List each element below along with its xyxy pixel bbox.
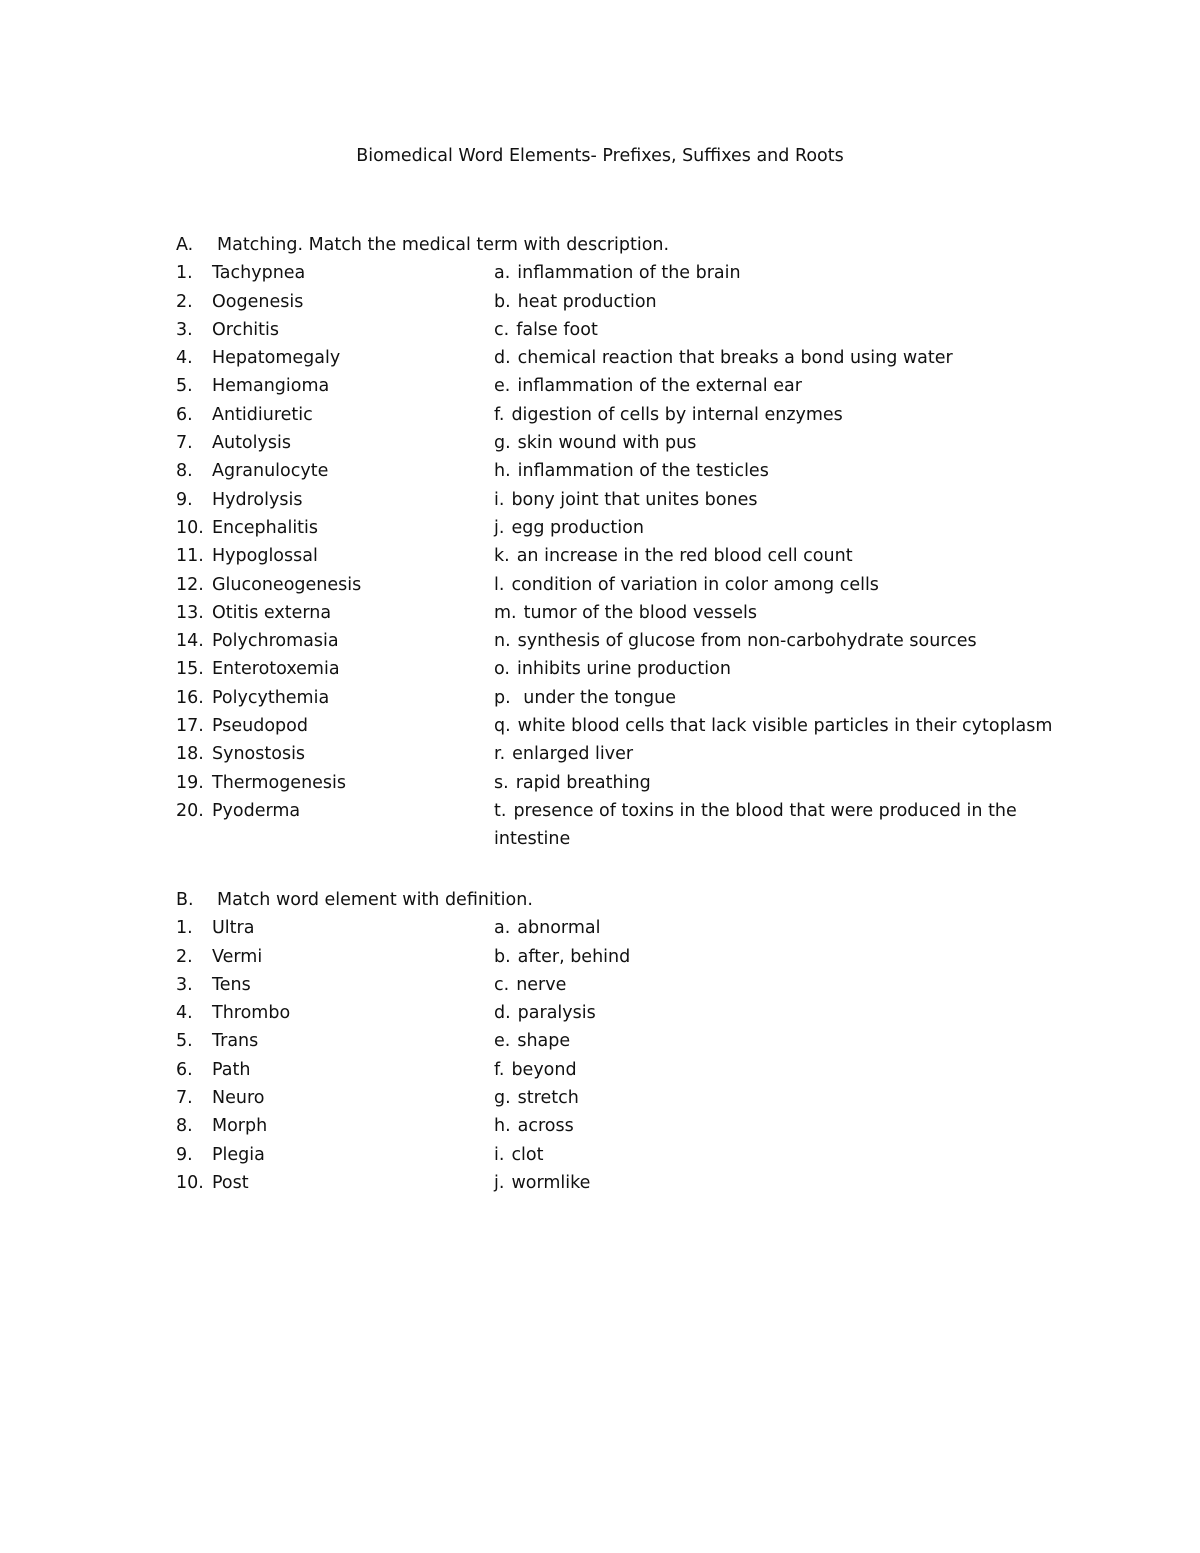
- matching-row: [176, 971, 1076, 999]
- definition-letter: i.: [494, 1144, 505, 1165]
- term-number: 16.: [176, 687, 204, 708]
- definition-item: [494, 599, 1054, 627]
- definition-item: [494, 797, 1054, 854]
- section-a-rows: [176, 259, 1076, 853]
- term-number: 5.: [176, 1031, 193, 1052]
- term-text: Gluconeogenesis: [212, 574, 362, 595]
- definition-text: abnormal: [517, 918, 601, 939]
- term-number: 8.: [176, 461, 193, 482]
- term-number: 19.: [176, 772, 204, 793]
- definition-item: [494, 401, 1054, 429]
- definition-text: nerve: [516, 974, 567, 995]
- term-number: 7.: [176, 433, 193, 454]
- matching-row: [176, 1141, 1076, 1169]
- definition-letter: b.: [494, 946, 511, 967]
- definition-item: [494, 943, 1054, 971]
- term-text: Agranulocyte: [212, 461, 329, 482]
- definition-text: shape: [517, 1031, 571, 1052]
- section-a-matching: [176, 231, 1076, 854]
- definition-item: [494, 316, 1054, 344]
- definition-text: inflammation of the brain: [517, 263, 741, 284]
- definition-text: egg production: [511, 517, 644, 538]
- definition-item: [494, 571, 1054, 599]
- term-text: Trans: [212, 1031, 259, 1052]
- definition-item: [494, 1027, 1054, 1055]
- definition-item: [494, 429, 1054, 457]
- definition-text: an increase in the red blood cell count: [516, 546, 853, 567]
- term-number: 4.: [176, 1003, 193, 1024]
- matching-row: [176, 372, 1076, 400]
- definition-letter: a.: [494, 263, 511, 284]
- matching-row: [176, 740, 1076, 768]
- definition-letter: s.: [494, 772, 509, 793]
- definition-item: [494, 514, 1054, 542]
- definition-letter: g.: [494, 1088, 511, 1109]
- definition-text: synthesis of glucose from non-carbohydrate sources: [517, 631, 977, 652]
- matching-row: [176, 684, 1076, 712]
- page-title: Biomedical Word Elements- Prefixes, Suffixes and Roots: [356, 146, 844, 166]
- term-text: Post: [212, 1172, 249, 1193]
- definition-item: [494, 542, 1054, 570]
- term-number: 15.: [176, 659, 204, 680]
- term-text: Neuro: [212, 1088, 265, 1109]
- term-number: 10.: [176, 1172, 204, 1193]
- definition-letter: p.: [494, 687, 511, 708]
- section-b-matching: [176, 886, 1076, 1197]
- section-a-instruction: Matching. Match the medical term with description.: [217, 235, 670, 255]
- term-text: Plegia: [212, 1144, 265, 1165]
- definition-item: [494, 769, 1054, 797]
- definition-letter: f.: [494, 1059, 505, 1080]
- definition-letter: g.: [494, 433, 511, 454]
- definition-text: bony joint that unites bones: [511, 489, 758, 510]
- section-b-instruction: Match word element with definition.: [217, 890, 533, 910]
- matching-row: [176, 769, 1076, 797]
- section-a-heading: [176, 231, 1076, 259]
- term-number: 9.: [176, 489, 193, 510]
- definition-item: [494, 627, 1054, 655]
- definition-text: enlarged liver: [512, 744, 634, 765]
- definition-letter: h.: [494, 1116, 511, 1137]
- term-number: 5.: [176, 376, 193, 397]
- definition-item: [494, 288, 1054, 316]
- term-number: 9.: [176, 1144, 193, 1165]
- definition-text: chemical reaction that breaks a bond using water: [517, 348, 953, 369]
- definition-item: [494, 655, 1054, 683]
- term-text: Hydrolysis: [212, 489, 303, 510]
- matching-row: [176, 514, 1076, 542]
- definition-item: [494, 712, 1054, 740]
- term-number: 7.: [176, 1088, 193, 1109]
- definition-item: [494, 344, 1054, 372]
- definition-item: [494, 1141, 1054, 1169]
- section-b-rows: [176, 914, 1076, 1197]
- term-number: 4.: [176, 348, 193, 369]
- definition-text: digestion of cells by internal enzymes: [511, 404, 843, 425]
- definition-letter: j.: [494, 1172, 505, 1193]
- definition-letter: o.: [494, 659, 510, 680]
- matching-row: [176, 797, 1076, 854]
- matching-row: [176, 1027, 1076, 1055]
- matching-row: [176, 1056, 1076, 1084]
- definition-item: [494, 914, 1054, 942]
- term-number: 2.: [176, 946, 193, 967]
- definition-letter: d.: [494, 348, 511, 369]
- definition-letter: m.: [494, 602, 517, 623]
- term-text: Hepatomegaly: [212, 348, 341, 369]
- definition-text: clot: [511, 1144, 544, 1165]
- term-text: Polychromasia: [212, 631, 339, 652]
- matching-row: [176, 571, 1076, 599]
- definition-text: under the tongue: [517, 687, 676, 708]
- definition-text: condition of variation in color among cells: [511, 574, 879, 595]
- matching-row: [176, 1084, 1076, 1112]
- definition-item: [494, 259, 1054, 287]
- definition-letter: a.: [494, 918, 511, 939]
- definition-letter: e.: [494, 376, 511, 397]
- matching-row: [176, 1169, 1076, 1197]
- term-text: Tachypnea: [212, 263, 306, 284]
- term-text: Synostosis: [212, 744, 306, 765]
- definition-text: across: [517, 1116, 574, 1137]
- term-text: Autolysis: [212, 433, 291, 454]
- matching-row: [176, 627, 1076, 655]
- definition-letter: b.: [494, 291, 511, 312]
- term-number: 1.: [176, 263, 193, 284]
- definition-item: [494, 1169, 1054, 1197]
- term-number: 10.: [176, 517, 204, 538]
- definition-letter: h.: [494, 461, 511, 482]
- term-text: Oogenesis: [212, 291, 304, 312]
- definition-item: [494, 372, 1054, 400]
- term-number: 20.: [176, 800, 204, 821]
- definition-text: paralysis: [517, 1003, 596, 1024]
- definition-text: false foot: [516, 319, 598, 340]
- matching-row: [176, 999, 1076, 1027]
- definition-item: [494, 1056, 1054, 1084]
- section-b-letter: B.: [176, 890, 194, 910]
- definition-text: skin wound with pus: [517, 433, 697, 454]
- term-text: Pyoderma: [212, 800, 301, 821]
- matching-row: [176, 1112, 1076, 1140]
- definition-text: heat production: [517, 291, 657, 312]
- matching-row: [176, 401, 1076, 429]
- term-number: 1.: [176, 918, 193, 939]
- section-a-letter: A.: [176, 235, 194, 255]
- definition-text: wormlike: [511, 1172, 591, 1193]
- term-number: 11.: [176, 546, 204, 567]
- definition-text: white blood cells that lack visible particles in their cytoplasm: [517, 716, 1053, 737]
- term-number: 8.: [176, 1116, 193, 1137]
- term-number: 6.: [176, 1059, 193, 1080]
- definition-letter: d.: [494, 1003, 511, 1024]
- term-number: 3.: [176, 319, 193, 340]
- definition-item: [494, 999, 1054, 1027]
- definition-letter: l.: [494, 574, 505, 595]
- matching-row: [176, 486, 1076, 514]
- definition-letter: k.: [494, 546, 510, 567]
- matching-row: [176, 599, 1076, 627]
- definition-item: [494, 1084, 1054, 1112]
- definition-letter: f.: [494, 404, 505, 425]
- definition-text: rapid breathing: [515, 772, 651, 793]
- term-number: 14.: [176, 631, 204, 652]
- term-text: Hemangioma: [212, 376, 330, 397]
- term-text: Encephalitis: [212, 517, 319, 538]
- definition-text: tumor of the blood vessels: [523, 602, 757, 623]
- matching-row: [176, 655, 1076, 683]
- definition-text: inflammation of the testicles: [517, 461, 769, 482]
- definition-letter: r.: [494, 744, 506, 765]
- term-text: Vermi: [212, 946, 263, 967]
- matching-row: [176, 344, 1076, 372]
- matching-row: [176, 316, 1076, 344]
- definition-text: stretch: [517, 1088, 579, 1109]
- matching-row: [176, 429, 1076, 457]
- matching-row: [176, 712, 1076, 740]
- definition-item: [494, 740, 1054, 768]
- definition-text: presence of toxins in the blood that were produced in the intestine: [494, 800, 1017, 850]
- definition-letter: q.: [494, 716, 511, 737]
- term-text: Orchitis: [212, 319, 280, 340]
- definition-text: inhibits urine production: [516, 659, 731, 680]
- definition-letter: j.: [494, 517, 505, 538]
- definition-text: beyond: [511, 1059, 577, 1080]
- definition-item: [494, 684, 1054, 712]
- term-text: Morph: [212, 1116, 268, 1137]
- term-text: Thrombo: [212, 1003, 291, 1024]
- term-number: 2.: [176, 291, 193, 312]
- term-number: 13.: [176, 602, 204, 623]
- definition-text: inflammation of the external ear: [517, 376, 802, 397]
- matching-row: [176, 259, 1076, 287]
- definition-text: after, behind: [517, 946, 631, 967]
- term-number: 3.: [176, 974, 193, 995]
- definition-item: [494, 486, 1054, 514]
- term-text: Tens: [212, 974, 251, 995]
- term-number: 6.: [176, 404, 193, 425]
- definition-item: [494, 971, 1054, 999]
- section-b-heading: [176, 886, 1076, 914]
- term-number: 17.: [176, 716, 204, 737]
- term-text: Ultra: [212, 918, 255, 939]
- definition-item: [494, 457, 1054, 485]
- matching-row: [176, 457, 1076, 485]
- definition-letter: n.: [494, 631, 511, 652]
- term-text: Polycythemia: [212, 687, 330, 708]
- matching-row: [176, 943, 1076, 971]
- term-text: Otitis externa: [212, 602, 332, 623]
- term-number: 12.: [176, 574, 204, 595]
- term-text: Thermogenesis: [212, 772, 347, 793]
- definition-letter: c.: [494, 319, 510, 340]
- term-text: Path: [212, 1059, 251, 1080]
- term-text: Enterotoxemia: [212, 659, 340, 680]
- definition-letter: c.: [494, 974, 510, 995]
- definition-item: [494, 1112, 1054, 1140]
- term-text: Antidiuretic: [212, 404, 313, 425]
- term-number: 18.: [176, 744, 204, 765]
- matching-row: [176, 288, 1076, 316]
- term-text: Pseudopod: [212, 716, 308, 737]
- definition-letter: i.: [494, 489, 505, 510]
- definition-letter: e.: [494, 1031, 511, 1052]
- matching-row: [176, 914, 1076, 942]
- definition-letter: t.: [494, 800, 507, 821]
- matching-row: [176, 542, 1076, 570]
- term-text: Hypoglossal: [212, 546, 318, 567]
